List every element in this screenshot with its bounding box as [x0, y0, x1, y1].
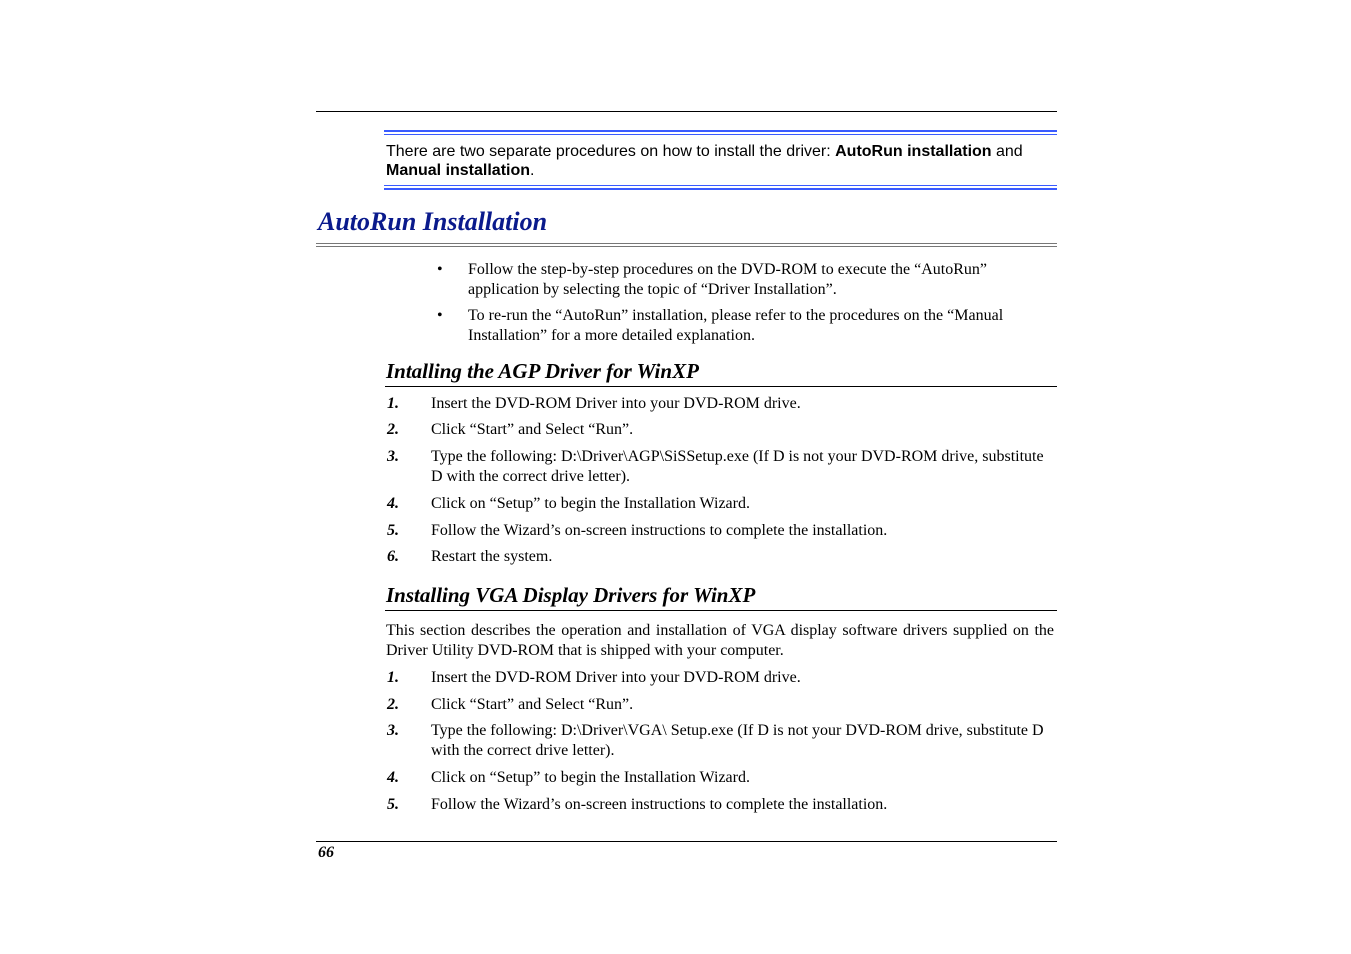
note-bottom-rule [384, 188, 1057, 190]
note-top-rule-inner [384, 134, 1057, 135]
note-top-rule [384, 130, 1057, 132]
section-title-rule-bottom [316, 246, 1057, 247]
step-number: 4. [387, 495, 399, 512]
step-number: 1. [387, 669, 399, 686]
step-text: Follow the Wizard’s on-screen instructions to complete the installation. [431, 522, 888, 539]
step-text: Click on “Setup” to begin the Installation Wizard. [431, 495, 750, 512]
step-number: 5. [387, 796, 399, 813]
step-number: 1. [387, 395, 399, 412]
section-title-rule-top [316, 243, 1057, 244]
agp-section-title: Intalling the AGP Driver for WinXP [386, 359, 699, 383]
bullet-icon: • [437, 261, 443, 278]
note-text-part: . [530, 162, 535, 179]
bullet-item: Follow the step-by-step procedures on the DVD-ROM to execute the “AutoRun” application by selecting the topic of “Driver Installation”. [468, 261, 987, 298]
step-text: Click on “Setup” to begin the Installation Wizard. [431, 769, 750, 786]
step-number: 2. [387, 696, 399, 713]
step-text: Type the following: D:\Driver\VGA\ Setup.exe (If D is not your DVD-ROM drive, substitute D with the correct drive letter). [431, 722, 1044, 759]
step-number: 3. [387, 722, 399, 739]
step-text: Type the following: D:\Driver\AGP\SiSSetup.exe (If D is not your DVD-ROM drive, substitute D with the correct drive letter). [431, 448, 1044, 485]
note-text-part: and [991, 143, 1023, 160]
step-text: Restart the system. [431, 548, 553, 565]
step-number: 2. [387, 421, 399, 438]
agp-section-rule [385, 386, 1057, 387]
step-number: 6. [387, 548, 399, 565]
step-text: Click “Start” and Select “Run”. [431, 696, 634, 713]
step-number: 3. [387, 448, 399, 465]
page-number: 66 [318, 844, 334, 861]
step-number: 4. [387, 769, 399, 786]
bullet-icon: • [437, 307, 443, 324]
step-number: 5. [387, 522, 399, 539]
section-title: AutoRun Installation [318, 207, 548, 236]
note-bottom-rule-inner [384, 185, 1057, 186]
bullet-item: To re-run the “AutoRun” installation, please refer to the procedures on the “Manual Installation” for a more detailed explanation. [468, 307, 1004, 344]
step-text: Follow the Wizard’s on-screen instructions to complete the installation. [431, 796, 888, 813]
vga-intro-paragraph: This section describes the operation and installation of VGA display software drivers supplied on the Driver Utility DVD-ROM that is shipped with your computer. [386, 622, 1054, 659]
note-bold-autorun: AutoRun installation [835, 143, 992, 160]
note-bold-manual: Manual installation [386, 162, 531, 179]
footer-rule [316, 841, 1057, 842]
step-text: Insert the DVD-ROM Driver into your DVD-ROM drive. [431, 395, 801, 412]
vga-section-title: Installing VGA Display Drivers for WinXP [386, 583, 756, 607]
step-text: Insert the DVD-ROM Driver into your DVD-ROM drive. [431, 669, 801, 686]
header-rule [316, 111, 1057, 112]
step-text: Click “Start” and Select “Run”. [431, 421, 634, 438]
vga-section-rule [385, 610, 1057, 611]
note-text-part: There are two separate procedures on how to install the driver: [386, 143, 836, 160]
note-text [386, 142, 1054, 180]
